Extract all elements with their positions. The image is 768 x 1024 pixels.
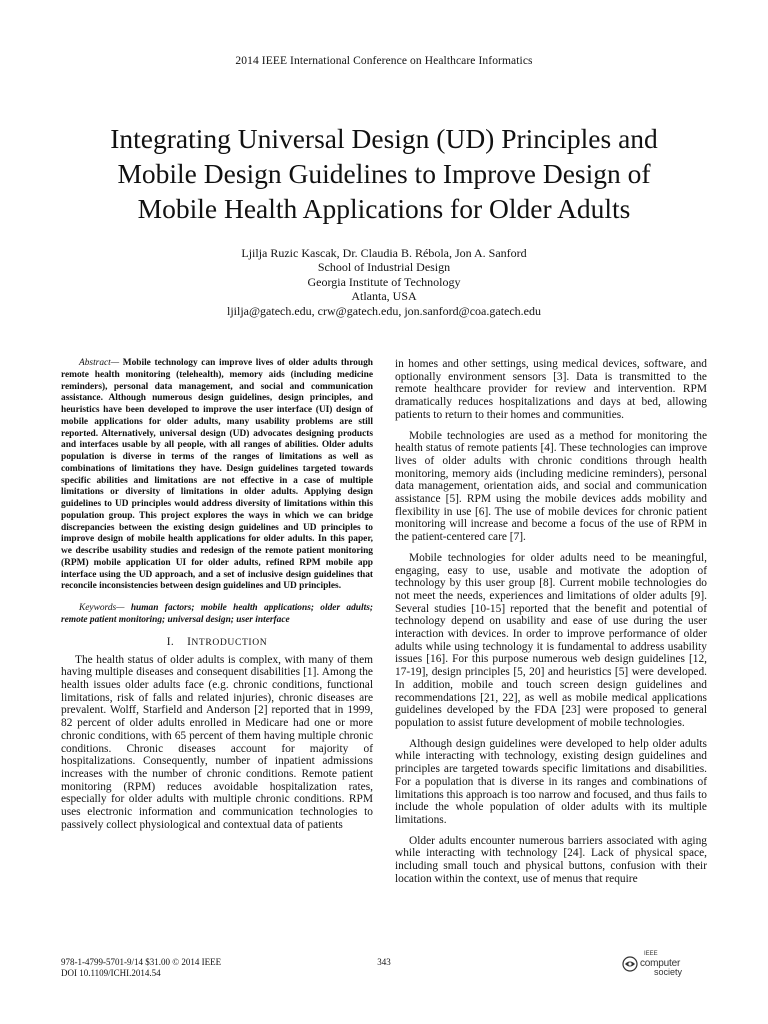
paper-title [60,121,708,226]
author-block [0,246,768,318]
conference-header: 2014 IEEE International Conference on Healthcare Informatics [235,55,533,67]
author-emails: ljilja@gatech.edu, crw@gatech.edu, jon.sanford@coa.gatech.edu [226,303,542,318]
title-line-1: Integrating Universal Design (UD) Principles and [110,123,658,154]
section-number: I. [166,635,175,648]
body-paragraph-5: Older adults encounter numerous barriers associated with aging while interacting with technology [24]. Lack of physical space, including small touch and physical buttons, confusion with their location within the context, use of menus that require [395,834,707,885]
ieee-computer-society-logo [622,950,712,980]
section-heading-introduction [61,636,373,650]
page-number: 343 [377,957,391,967]
author-names: Ljilja Ruzic Kascak, Dr. Claudia B. Rébola, Jon A. Sanford [241,246,527,260]
section-initial: I [187,635,192,648]
computer-society-logo-icon [622,956,638,972]
author-institute: Georgia Institute of Technology [307,274,461,289]
logo-society-text: society [654,967,683,977]
body-paragraph-3: Mobile technologies for older adults need to be meaningful, engaging, easy to use, usable and motivate the adoption of technology by this user group [8]. Current mobile technologies do not meet the needs, experiences and limitations of older adults [9]. Several studies [10-15] reported that the benefit and potential of technology depend on usability and ease of use during the user interaction with devices. In order to improve performance of older adults while using technology it is fundamental to address usability issues [16]. For this purpose numerous web design guidelines [12, 17-19], design principles [5, 20] and heuristics [5] were developed. In addition, mobile and touch screen design guidelines and recommendations [21, 22], as well as mobile medical applications guidelines developed by the FDA [23] were proposed to general population to assist future development of mobile technologies. [395,551,707,729]
author-school: School of Industrial Design [317,260,451,275]
section-title-rest: NTRODUCTION [191,636,268,648]
left-column [61,358,373,831]
right-column [395,358,707,885]
title-line-3: Mobile Health Applications for Older Adults [137,193,631,224]
keywords-lead: Keywords— [79,603,125,613]
logo-ieee-text: IEEE [644,951,658,957]
title-line-2: Mobile Design Guidelines to Improve Design of [117,158,651,189]
keywords-body: human factors; mobile health applications; older adults; remote patient monitoring; universal design; user interface [61,603,373,625]
logo-computer-text: computer [640,958,681,969]
body-paragraph-1: in homes and other settings, using medical devices, software, and optionally environment sensors [3]. Data is transmitted to the remote healthcare provider for review and intervention. RPM dramatically reduces hospitalizations and days at bed, allowing patients to return to their homes and communities. [395,358,707,421]
intro-paragraph-1: The health status of older adults is complex, with many of them having multiple diseases and consequent disabilities [1]. Among the health issues older adults face (e.g. chronic conditions, functional limitations, risk of falls and related injuries), chronic diseases are prevalent. Wolff, Starfield and Anderson [2] reported that in 1999, 82 percent of older adults enrolled in Medicare had one or more chronic conditions, with 65 percent of them having multiple chronic conditions. Chronic diseases account for majority of hospitalizations. Consequently, number of inpatient admissions increases with the number of chronic conditions. Remote patient monitoring (RPM) reduces avoidable hospitalization rates, especially for older adults with multiple chronic conditions. RPM uses electronic information and communication technologies to passively collect physiological and contextual data of patients [61,653,373,831]
keywords [61,603,373,627]
abstract [61,358,373,593]
body-paragraph-2: Mobile technologies are used as a method for monitoring the health status of remote patients [4]. These technologies can improve lives of older adults with chronic conditions through health monitoring, memory aids (including medicine reminders), personal data management, orientation aids, and social and communication assistance [5]. RPM using the mobile devices adds mobility and flexibility in use [6]. The use of mobile devices for chronic patient monitoring will increase and become a focus of the use of RPM in the patient-centered care [7]. [395,429,707,544]
footer-doi: DOI 10.1109/ICHI.2014.54 [61,968,161,978]
logo-wordmark [640,950,682,977]
author-location: Atlanta, USA [351,289,417,304]
body-paragraph-4: Although design guidelines were developed to help older adults while interacting with technology, existing design guidelines and principles are targeted towards specific limitations and disabilities. For a population that is diverse in its ranges and combinations of limitations this approach is too narrow and focused, and thus fails to include the whole population of older adults with its multiple limitations. [395,737,707,826]
footer-isbn: 978-1-4799-5701-9/14 $31.00 © 2014 IEEE [61,957,222,967]
abstract-body: Mobile technology can improve lives of older adults through remote health monitoring (telehealth), memory aids (including medicine reminders), personal data management, and social and communication assistance. Although numerous design guidelines, design principles, and heuristics have been developed to improve the user interface (UI) design of mobile applications for older adults, many usability problems are still reported. Alternatively, universal design (UD) advocates designing products and interfaces usable by all people, with all ranges of abilities. Older adults population is diverse in terms of the ranges of limitations as well as combinations of limitations they have. Design guidelines targeted towards specific abilities and limitations are not effective in a case of multiple limitations or diversity of limitations in older adults. Applying design guidelines to UD principles would address diversity of limitations within this population group. This project explores the ways in which we can bridge discrepancies between the existing design guidelines and UD principles to improve design of mobile health applications for older adults. In this paper, we describe usability studies and redesign of the remote patient monitoring (RPM) mobile application UI for older adults, refined RPM mobile app interface using the UD approach, and a set of inclusive design guidelines that reconcile inconsistencies between design guidelines and UD principles. [61,358,373,592]
abstract-lead: Abstract— [79,358,120,368]
